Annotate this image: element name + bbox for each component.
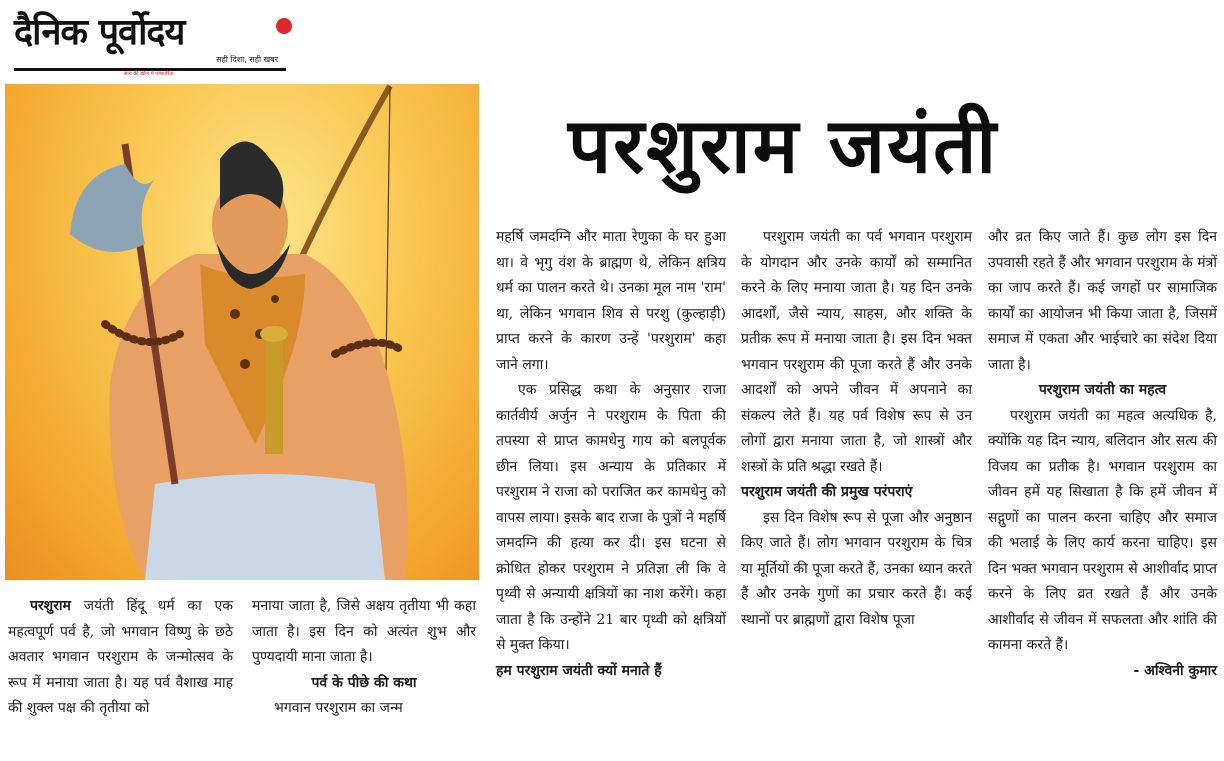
column-5-paragraph-2: परशुराम जयंती का महत्व अत्यधिक है, क्योंकि यह दिन न्याय, बलिदान और सत्य की विजय का प्रतीक है। भगवान परशुराम का जीवन हमें यह सिखाता है कि हमें जीवन में सद्गुणों का पालन करना चाहिए और समाज की भलाई के लिए कार्य करना चाहिए। इस दिन भक्त भगवान परशुराम से आशीर्वाद प्राप्त करने के लिए व्रत रखते हैं और उनके आशीर्वाद से जीवन में सफलता और शांति की कामना करते हैं। [988, 407, 1217, 653]
article-column-5 [988, 225, 1217, 684]
column-2-paragraph-2: भगवान परशुराम का जन्म [274, 700, 403, 716]
article-headline: परशुराम जयंती [568, 101, 999, 190]
newspaper-name: दैनिक पूर्वोदय [14, 12, 185, 53]
intro-paragraph [8, 594, 233, 722]
parshuram-drawing [5, 84, 479, 580]
section-heading-traditions: परशुराम जयंती की प्रमुख परंपराएं [741, 484, 913, 500]
article-column-2 [252, 594, 476, 722]
column-3-paragraph-1: महर्षि जमदग्नि और माता रेणुका के घर हुआ था। वे भृगु वंश के ब्राह्मण थे, लेकिन क्षत्रिय धर्म का पालन करते थे। उनका मूल नाम 'राम' था, लेकिन भगवान शिव से परशु (कुल्हाड़ी) प्राप्त करने के कारण उन्हें 'परशुराम' कहा जाने लगा। [496, 229, 726, 373]
column-3-paragraph-2: एक प्रसिद्ध कथा के अनुसार राजा कार्तवीर्य अर्जुन ने परशुराम के पिता की तपस्या से प्राप्त कामधेनु गाय को बलपूर्वक छीन लिया। इस अन्याय के प्रतिकार में परशुराम ने राजा को पराजित कर कामधेनु को वापस लाया। इसके बाद राजा के पुत्रों ने महर्षि जमदग्नि की हत्या कर दी। इस घटना से क्रोधित होकर परशुराम ने प्रतिज्ञा ली कि वे पृथ्वी से अन्यायी क्षत्रियों का नाश करेंगे। कहा जाता है कि उन्होंने 21 बार पृथ्वी को क्षत्रियों से मुक्त किया। [496, 382, 726, 653]
column-4-paragraph-1: परशुराम जयंती का पर्व भगवान परशुराम के योगदान और उनके कार्यों को सम्मानित करने के लिए मनाया जाता है। यह दिन उनके आदर्शों, जैसे न्याय, साहस, और शक्ति के प्रतीक रूप में मनाया जाता है। इस दिन भक्त भगवान परशुराम की पूजा करते हैं और उनके आदर्शों को अपने जीवन में अपनाने का संकल्प लेते हैं। यह पर्व विशेष रूप से उन लोगों द्वारा मनाया जाता है, जो शास्त्रों और शस्त्रों के प्रति श्रद्धा रखते हैं। [741, 229, 972, 475]
column-5-paragraph-1: और व्रत किए जाते हैं। कुछ लोग इस दिन उपवासी रहते हैं और भगवान परशुराम के मंत्रों का जाप करते हैं। कई जगहों पर सामाजिक कार्यों का आयोजन भी किया जाता है, जिसमें समाज में एकता और भाईचारे का संदेश दिया जाता है। [988, 229, 1217, 373]
column-4-paragraph-2: इस दिन विशेष रूप से पूजा और अनुष्ठान किए जाते हैं। लोग भगवान परशुराम के चित्र या मूर्तियों की पूजा करते हैं, उनका ध्यान करते हैं और उनके गुणों का प्रचार करते हैं। कई स्थानों पर ब्राह्मणों द्वारा विशेष पूजा [741, 509, 972, 628]
section-heading-importance: परशुराम जयंती का महत्व [1038, 382, 1167, 398]
section-heading-why-celebrate: हम परशुराम जयंती क्यों मनाते हैं [496, 662, 662, 679]
intro-lead-word: परशुराम [30, 598, 71, 614]
masthead-red-dot [276, 18, 292, 34]
article-column-3 [496, 225, 726, 684]
masthead-small-line: सत्य की खोज में पत्रकारिता [124, 71, 174, 77]
column-2-paragraph-1: मनाया जाता है, जिसे अक्षय तृतीया भी कहा जाता है। इस दिन को अत्यंत शुभ और पुण्यदायी माना जाता है। [252, 598, 476, 665]
newspaper-tagline: सही दिशा, सही खबर [216, 55, 278, 64]
article-column-1 [8, 594, 233, 722]
author-signature: - अश्विनी कुमार [1133, 662, 1217, 679]
section-heading-story: पर्व के पीछे की कथा [311, 674, 417, 691]
article-column-4 [741, 225, 972, 633]
parshuram-illustration [5, 84, 479, 580]
newspaper-masthead [14, 6, 286, 77]
intro-text: जयंती हिंदू धर्म का एक महत्वपूर्ण पर्व है, जो भगवान विष्णु के छठे अवतार भगवान परशुराम के जन्मोत्सव के रूप में मनाया जाता है। यह पर्व वैशाख माह की शुक्ल पक्ष की तृतीया को [8, 598, 233, 716]
